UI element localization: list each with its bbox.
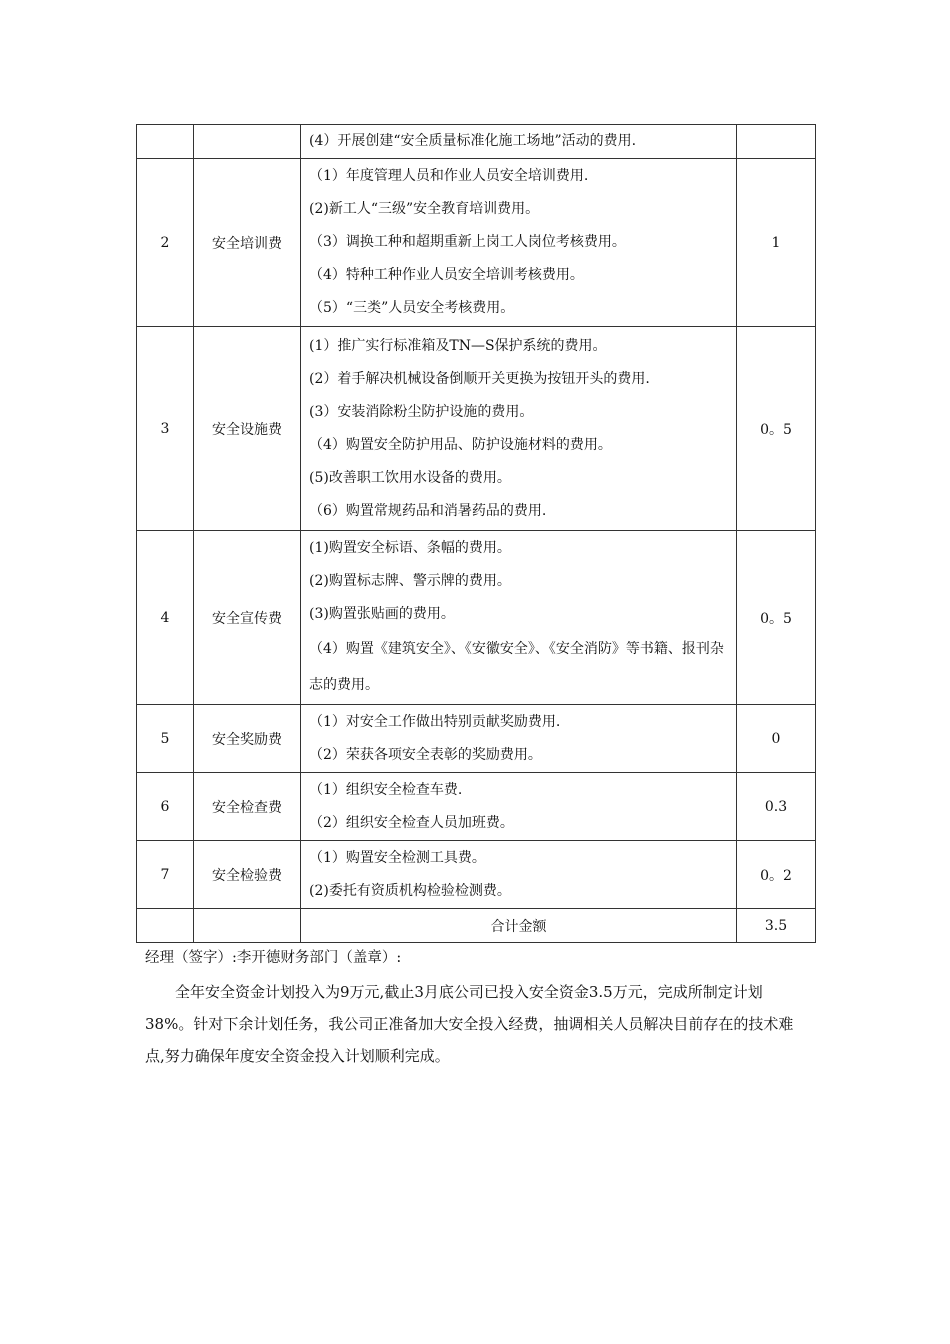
expense-item: （6）购置常规药品和消暑药品的费用. — [309, 502, 547, 519]
total-row — [137, 909, 816, 943]
expense-item: (3)购置张贴画的费用。 — [309, 606, 455, 622]
expense-item: （1）组织安全检查车费. — [309, 781, 463, 798]
row-amount: 0。5 — [737, 327, 816, 531]
row-items — [301, 773, 737, 841]
expense-item: （4）特种工种作业人员安全培训考核费用。 — [309, 267, 584, 283]
expense-item: (2)新工人“三级”安全教育培训费用。 — [309, 201, 540, 217]
expense-item: （2）组织安全检查人员加班费。 — [309, 814, 514, 831]
table-row — [137, 841, 816, 909]
row-items — [301, 159, 737, 327]
total-empty-cell — [194, 909, 301, 943]
row-category: 安全设施费 — [194, 327, 301, 531]
row-number — [137, 125, 194, 159]
expense-table — [136, 124, 816, 943]
expense-item: (5)改善职工饮用水设备的费用。 — [309, 469, 511, 486]
row-amount: 0。2 — [737, 841, 816, 909]
row-items — [301, 327, 737, 531]
expense-item: (1)购置安全标语、条幅的费用。 — [309, 540, 511, 556]
table-row — [137, 773, 816, 841]
table-row — [137, 531, 816, 705]
row-number: 4 — [137, 531, 194, 705]
expense-item: (1）推广实行标准箱及TN—S保护系统的费用。 — [309, 337, 607, 354]
row-category: 安全奖励费 — [194, 705, 301, 773]
row-amount: 0 — [737, 705, 816, 773]
row-items — [301, 531, 737, 705]
table-row — [137, 705, 816, 773]
row-amount: 0。5 — [737, 531, 816, 705]
row-items — [301, 705, 737, 773]
expense-item: （1）购置安全检测工具费。 — [309, 849, 486, 866]
summary-paragraph: 全年安全资金计划投入为9万元,截止3月底公司已投入安全资金3.5万元，完成所制定计划38%。针对下余计划任务，我公司正准备加大安全投入经费，抽调相关人员解决目前存在的技术难点,努力确保年度安全资金投入计划顺利完成。 — [145, 983, 794, 1065]
total-empty-cell — [137, 909, 194, 943]
row-amount: 1 — [737, 159, 816, 327]
expense-item: （1）对安全工作做出特别贡献奖励费用. — [309, 713, 561, 730]
table-row — [137, 125, 816, 159]
row-category: 安全检验费 — [194, 841, 301, 909]
row-category: 安全宣传费 — [194, 531, 301, 705]
table-row — [137, 327, 816, 531]
expense-item: （4）购置安全防护用品、防护设施材料的费用。 — [309, 436, 612, 453]
expense-item: （4）购置《建筑安全》、《安徽安全》、《安全消防》等书籍、报刊杂志的费用。 — [309, 641, 724, 693]
expense-item: (2)购置标志牌、警示牌的费用。 — [309, 573, 511, 589]
row-number: 6 — [137, 773, 194, 841]
expense-item: （1）年度管理人员和作业人员安全培训费用. — [309, 168, 589, 184]
expense-item: (3）安装消除粉尘防护设施的费用。 — [309, 403, 534, 420]
row-amount — [737, 125, 816, 159]
row-category: 安全培训费 — [194, 159, 301, 327]
row-number: 7 — [137, 841, 194, 909]
total-amount: 3.5 — [737, 909, 816, 943]
expense-item: (4）开展创建“安全质量标准化施工场地”活动的费用. — [309, 133, 637, 149]
row-category — [194, 125, 301, 159]
expense-item: (2)委托有资质机构检验检测费。 — [309, 882, 511, 899]
expense-item: （2）荣获各项安全表彰的奖励费用。 — [309, 746, 542, 763]
expense-table-body — [137, 125, 816, 943]
row-items — [301, 125, 737, 159]
row-category: 安全检查费 — [194, 773, 301, 841]
row-number: 3 — [137, 327, 194, 531]
row-number: 2 — [137, 159, 194, 327]
expense-item: (2）着手解决机械设备倒顺开关更换为按钮开头的费用. — [309, 370, 650, 387]
table-row — [137, 159, 816, 327]
row-items — [301, 841, 737, 909]
row-amount: 0.3 — [737, 773, 816, 841]
expense-item: （3）调换工种和超期重新上岗工人岗位考核费用。 — [309, 234, 626, 250]
expense-item: （5）“三类”人员安全考核费用。 — [309, 300, 515, 316]
row-number: 5 — [137, 705, 194, 773]
total-label: 合计金额 — [301, 909, 737, 943]
signature-line: 经理（签字）:李开德财务部门（盖章）: — [145, 950, 402, 966]
